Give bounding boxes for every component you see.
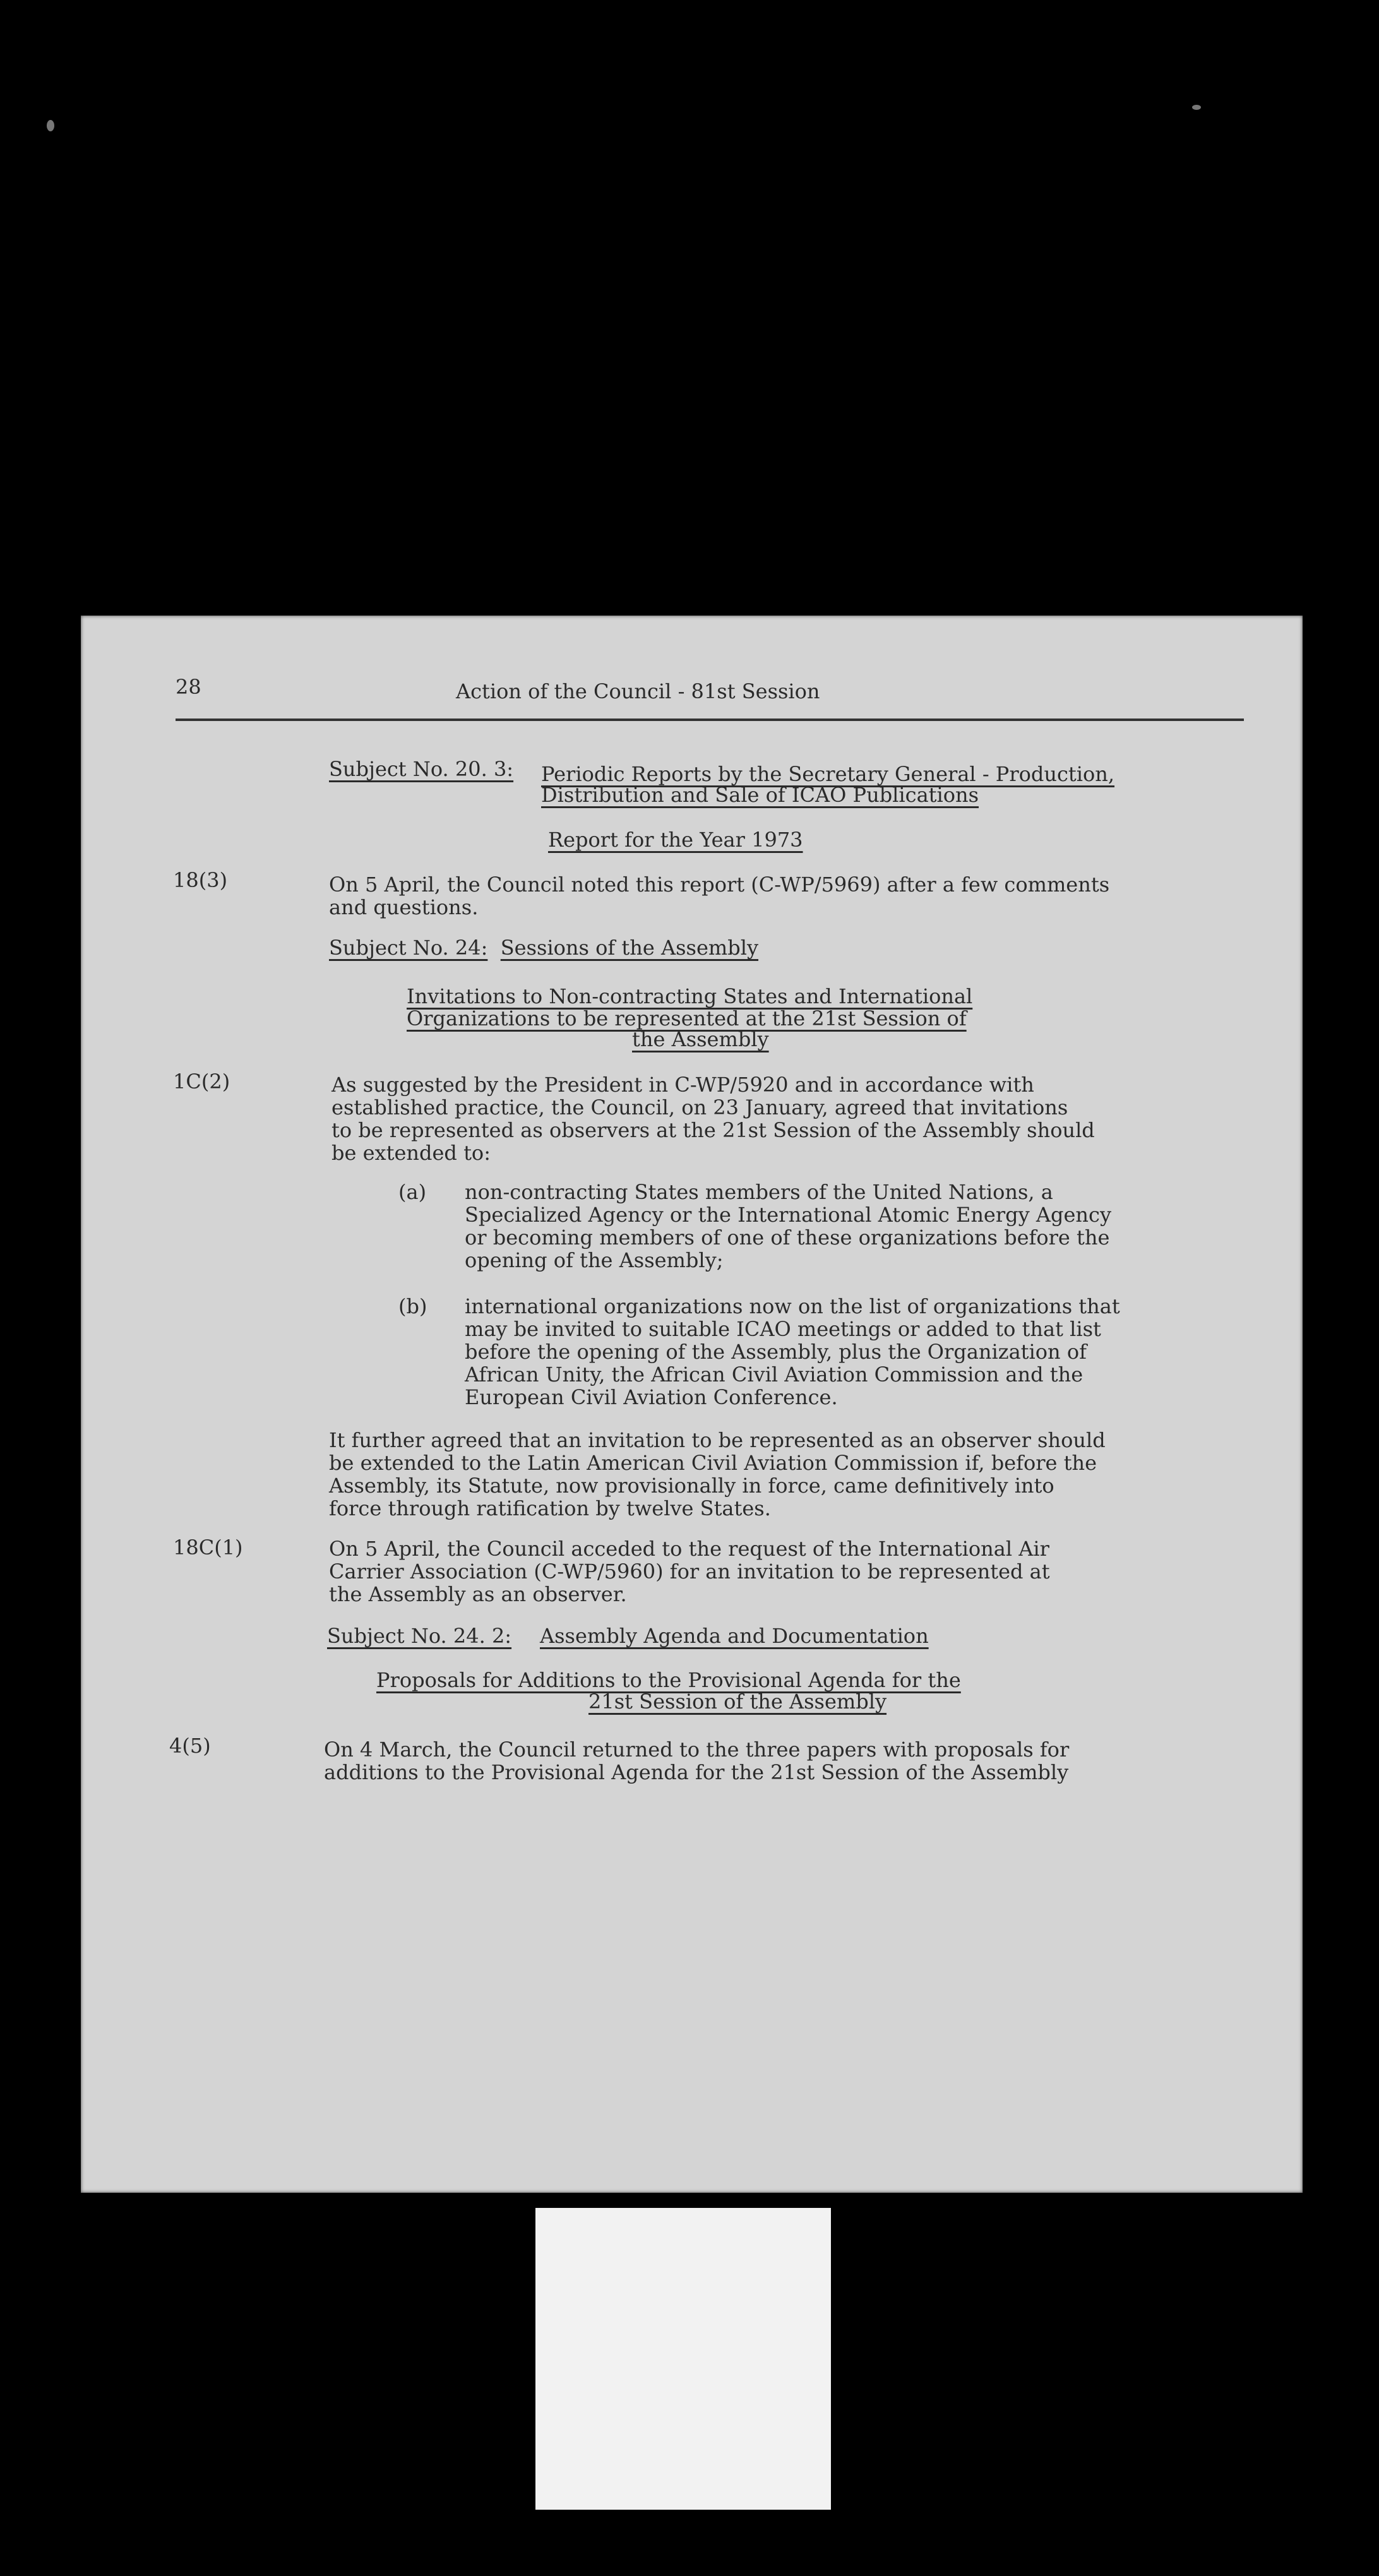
section-subtitle: Organizations to be represented at the 21st Session of [407,1006,967,1030]
paragraph: On 5 April, the Council acceded to the request of the International Air Carrier Association (C-WP/5960) for an invitation to be represented at the Assembly as an observer. [329,1537,1050,1606]
subject-title: Distribution and Sale of ICAO Publications [541,783,979,807]
subject-title: Periodic Reports by the Secretary General - Production, [541,762,1115,786]
paragraph: On 4 March, the Council returned to the three papers with proposals for additions to the Provisional Agenda for the 21st Session of the Assembly [324,1738,1070,1784]
subject-label: Subject No. 20. 3: [329,757,514,781]
section-subtitle: Proposals for Additions to the Provisional Agenda for the [376,1668,961,1692]
list-item: international organizations now on the list of organizations that may be invited to suitable ICAO meetings or added to that list before the opening of the Assembly, plus the Organization of African Unity, the African Civil Aviation Commission and the European Civil Aviation Conference. [465,1294,1120,1409]
section-subtitle: the Assembly [632,1027,769,1051]
paragraph: As suggested by the President in C-WP/5920 and in accordance with established practice, the Council, on 23 January, agreed that invitations to be represented as observers at the 21st Session of the Assembly should be extended to: [331,1073,1095,1165]
document-page [81,616,1303,2193]
section-subtitle: 21st Session of the Assembly [588,1690,887,1714]
margin-reference: 4(5) [169,1734,211,1758]
film-speck [47,120,54,131]
subject-title: Sessions of the Assembly [500,936,759,960]
paragraph: On 5 April, the Council noted this report (C-WP/5969) after a few comments and questions. [329,873,1110,919]
list-item-label: (b) [398,1294,427,1318]
subject-label: Subject No. 24: Sessions of the Assembly [329,936,759,960]
page-number: 28 [176,675,201,699]
subject-label: Subject No. 24. 2: [327,1624,512,1648]
margin-reference: 1C(2) [173,1070,230,1094]
margin-reference: 18C(1) [173,1535,243,1559]
section-subtitle: Report for the Year 1973 [548,828,803,852]
running-title: Action of the Council - 81st Session [456,679,820,703]
margin-reference: 18(3) [173,868,228,892]
list-item-label: (a) [398,1180,427,1204]
header-rule [176,719,1244,721]
list-item: non-contracting States members of the United Nations, a Specialized Agency or the International Atomic Energy Agency or becoming members of one of these organizations before the opening of the Assembly; [465,1180,1112,1272]
section-subtitle: Invitations to Non-contracting States and International [407,984,973,1008]
blank-slip [535,2208,831,2510]
paragraph: It further agreed that an invitation to be represented as an observer should be extended to the Latin American Civil Aviation Commission if, before the Assembly, its Statute, now provisionally in force, came definitively into force through ratification by twelve States. [329,1428,1106,1520]
subject-title: Assembly Agenda and Documentation [540,1624,929,1648]
film-speck [1192,105,1201,110]
